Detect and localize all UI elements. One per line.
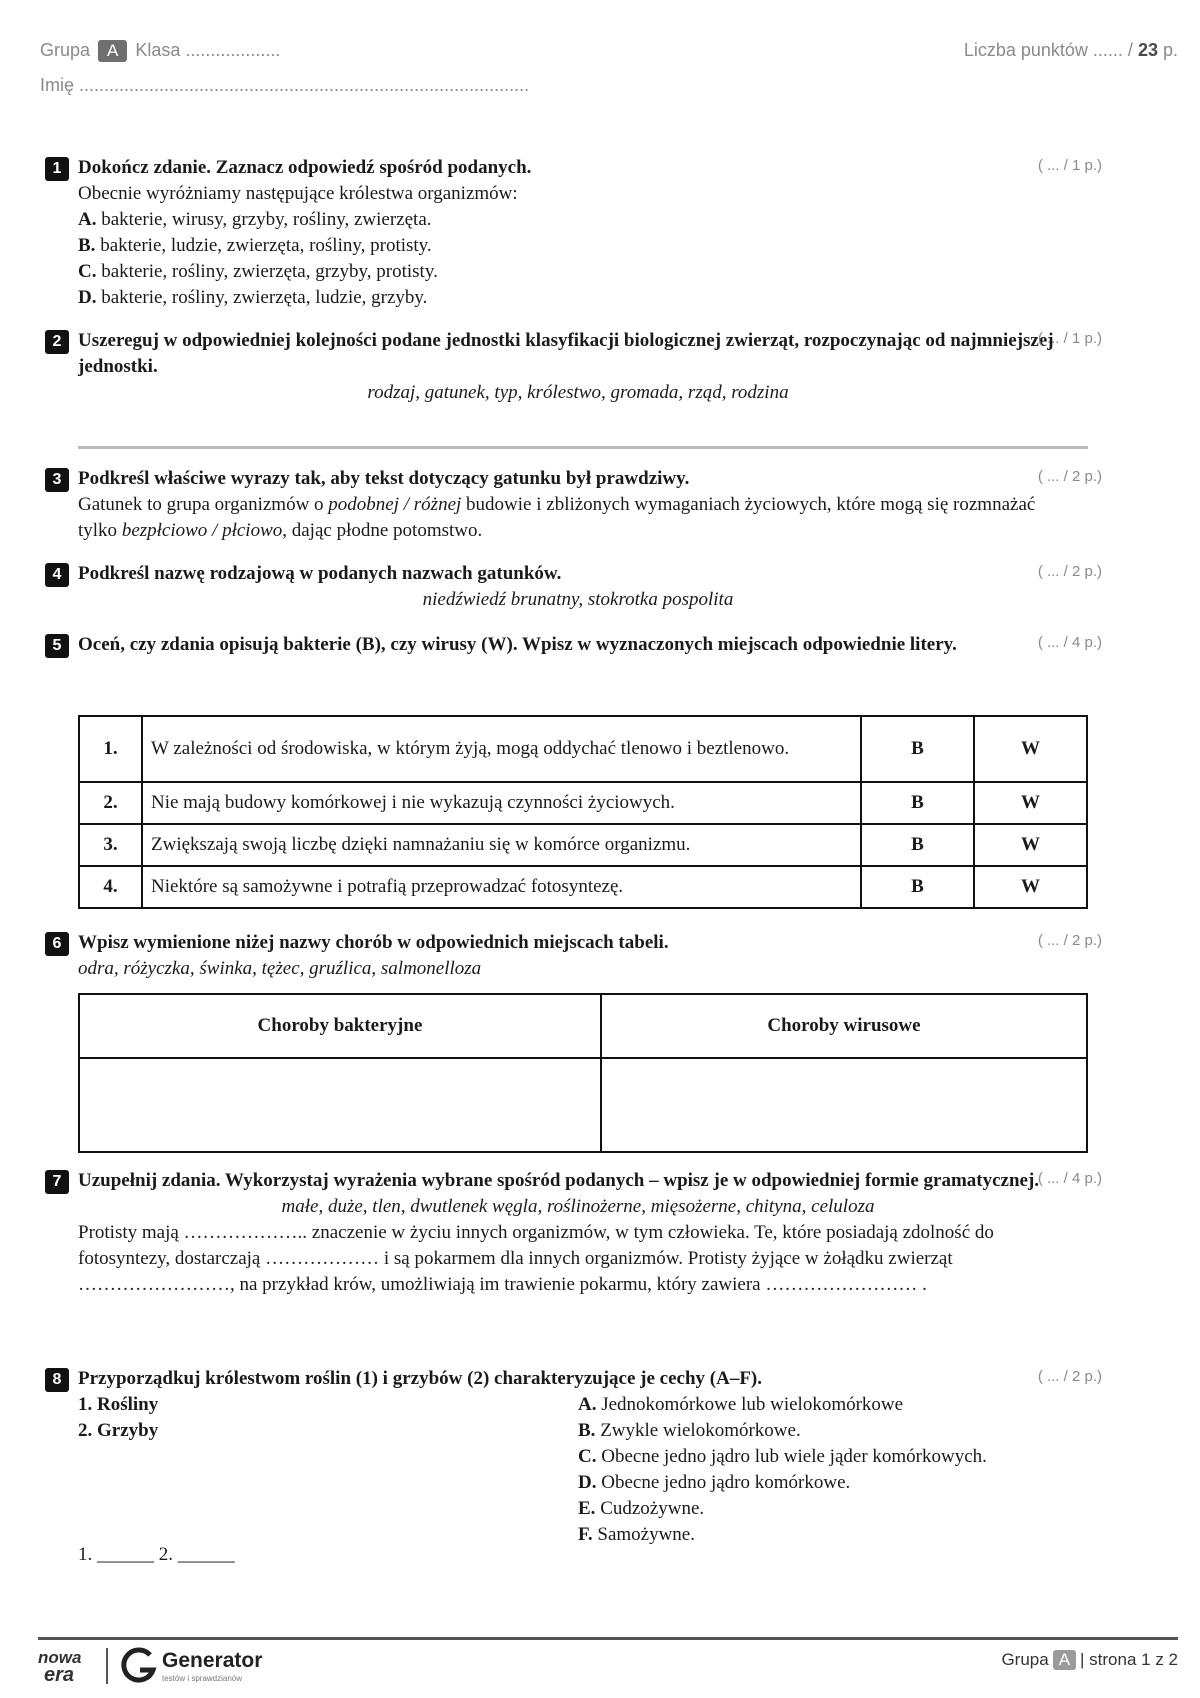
question-number: 4 [45, 563, 69, 587]
question-number: 5 [45, 634, 69, 658]
answer-b[interactable]: B [861, 782, 974, 824]
feature-c: C. Obecne jedno jądro lub wiele jąder komórkowych. [578, 1446, 987, 1467]
kingdom-fungi: 2. Grzyby [78, 1420, 159, 1441]
question-2 [45, 328, 1102, 406]
question-number: 3 [45, 468, 69, 492]
choice-2[interactable]: bezpłciowo / płciowo [121, 520, 283, 541]
class-field[interactable]: Klasa ................... [135, 40, 281, 60]
nowa-era-logo: nowa era [38, 1648, 82, 1686]
row-statement: Zwiększają swoją liczbę dzięki namnażaniu się w komórce organizmu. [142, 824, 861, 866]
row-number: 3. [79, 824, 142, 866]
group-badge: A [98, 40, 127, 62]
question-title: Podkreśl nazwę rodzajową w podanych nazwach gatunków. [78, 563, 562, 584]
row-statement: Nie mają budowy komórkowej i nie wykazują czynności życiowych. [142, 782, 861, 824]
column-header-bacterial: Choroby bakteryjne [79, 994, 601, 1058]
points-unit: p. [1162, 40, 1178, 60]
logo-divider [106, 1648, 108, 1684]
question-points: ( ... / 1 p.) [1037, 330, 1102, 347]
question-points: ( ... / 2 p.) [1037, 468, 1102, 485]
feature-a: A. Jednokomórkowe lub wielokomórkowe [578, 1394, 904, 1415]
question-title: Uzupełnij zdania. Wykorzystaj wyrażenia wybrane spośród podanych – wpisz je w odpowiedniej formie gramatycznej. [78, 1170, 1040, 1191]
question-points: ( ... / 2 p.) [1037, 1368, 1102, 1385]
table-row [79, 782, 1087, 824]
points-label: Liczba punktów ...... / [963, 40, 1133, 60]
generator-g-icon [120, 1646, 158, 1686]
question-title: Wpisz wymienione niżej nazwy chorób w odpowiednich miejscach tabeli. [78, 932, 669, 953]
answer-w[interactable]: W [974, 782, 1087, 824]
question-points: ( ... / 1 p.) [1037, 157, 1102, 174]
choice-1[interactable]: podobnej / różnej [328, 494, 462, 515]
answer-w[interactable]: W [974, 716, 1087, 782]
question-points: ( ... / 2 p.) [1037, 932, 1102, 949]
matching-answer[interactable]: 1. ______ 2. ______ [78, 1544, 235, 1565]
option-b[interactable]: B. bakterie, ludzie, zwierzęta, rośliny, protisty. [78, 235, 432, 256]
question-6 [45, 930, 1102, 982]
question-number: 7 [45, 1170, 69, 1194]
option-c[interactable]: C. bakterie, rośliny, zwierzęta, grzyby, protisty. [78, 261, 438, 282]
group-class-line [40, 40, 280, 62]
column-header-viral: Choroby wirusowe [601, 994, 1087, 1058]
bacterial-answer-cell[interactable] [79, 1058, 601, 1152]
group-label: Grupa [40, 40, 91, 60]
page-indicator: Grupa A | strona 1 z 2 [1001, 1650, 1178, 1669]
table-row [79, 716, 1087, 782]
species-names[interactable]: niedźwiedź brunatny, stokrotka pospolita [422, 589, 734, 610]
question-number: 8 [45, 1368, 69, 1392]
feature-d: D. Obecne jedno jądro komórkowe. [578, 1472, 851, 1493]
table-row [79, 824, 1087, 866]
row-number: 1. [79, 716, 142, 782]
answer-w[interactable]: W [974, 866, 1087, 908]
question-1 [45, 155, 1102, 311]
question-number: 1 [45, 157, 69, 181]
feature-e: E. Cudzożywne. [578, 1498, 705, 1519]
disease-table [78, 993, 1088, 1153]
question-title: Dokończ zdanie. Zaznacz odpowiedź spośród podanych. [78, 157, 532, 178]
word-bank: odra, różyczka, świnka, tężec, gruźlica, salmonelloza [78, 958, 482, 979]
question-number: 2 [45, 330, 69, 354]
question-number: 6 [45, 932, 69, 956]
table-row [79, 866, 1087, 908]
bacteria-virus-table [78, 715, 1088, 909]
word-bank: małe, duże, tlen, dwutlenek węgla, roślinożerne, mięsożerne, chityna, celuloza [281, 1196, 875, 1217]
row-statement: W zależności od środowiska, w którym żyją, mogą oddychać tlenowo i beztlenowo. [142, 716, 861, 782]
answer-line[interactable] [78, 446, 1088, 449]
question-5 [45, 632, 1102, 658]
question-title: Podkreśl właściwe wyrazy tak, aby tekst dotyczący gatunku był prawdziwy. [78, 468, 690, 489]
answer-b[interactable]: B [861, 716, 974, 782]
points-total [964, 40, 1178, 61]
table-row [79, 1058, 1087, 1152]
answer-w[interactable]: W [974, 824, 1087, 866]
viral-answer-cell[interactable] [601, 1058, 1087, 1152]
fill-in-text[interactable]: Protisty mają ……………….. znaczenie w życiu innych organizmów, w tym człowieka. Te, które posiadają zdolność do fotosyntezy, dostarczają ……………… i są pokarmem dla innych organizmów. Protisty żyjące w żołądku zwierząt ……………………, na przykład krów, umożliwiają im trawienie pokarmu, który zawiera …………………… . [78, 1222, 994, 1295]
question-3 [45, 466, 1102, 544]
question-title: Uszereguj w odpowiedniej kolejności podane jednostki klasyfikacji biologicznej zwierząt, rozpoczynając od najmniejszej jednostki. [78, 330, 1054, 377]
kingdom-plants: 1. Rośliny [78, 1394, 159, 1415]
word-bank: rodzaj, gatunek, typ, królestwo, gromada, rząd, rodzina [367, 382, 789, 403]
option-d[interactable]: D. bakterie, rośliny, zwierzęta, ludzie, grzyby. [78, 287, 428, 308]
question-points: ( ... / 4 p.) [1037, 634, 1102, 651]
group-badge: A [1053, 1650, 1076, 1670]
question-4 [45, 561, 1102, 613]
answer-b[interactable]: B [861, 824, 974, 866]
question-points: ( ... / 2 p.) [1037, 563, 1102, 580]
question-title: Oceń, czy zdania opisują bakterie (B), czy wirusy (W). Wpisz w wyznaczonych miejscach odpowiednie litery. [78, 634, 957, 655]
feature-f: F. Samożywne. [578, 1524, 695, 1545]
feature-list [578, 1392, 987, 1548]
points-total-value: 23 [1137, 40, 1158, 60]
row-number: 2. [79, 782, 142, 824]
name-field[interactable]: Imię .......................................................................................... [40, 75, 530, 95]
feature-b: B. Zwykle wielokomórkowe. [578, 1420, 801, 1441]
question-title: Przyporządkuj królestwom roślin (1) i grzybów (2) charakteryzujące je cechy (A–F). [78, 1368, 763, 1389]
question-7 [45, 1168, 1102, 1298]
page-number: | strona 1 z 2 [1080, 1650, 1178, 1669]
question-points: ( ... / 4 p.) [1037, 1170, 1102, 1187]
option-a[interactable]: A. bakterie, wirusy, grzyby, rośliny, zwierzęta. [78, 209, 432, 230]
footer-divider [38, 1637, 1178, 1640]
question-text: Gatunek to grupa organizmów o podobnej / różnej budowie i zbliżonych wymaganiach życiowych, które mogą się rozmnażać tylko bezpłciowo / płciowo, dając płodne potomstwo. [78, 494, 1036, 541]
question-stem: Obecnie wyróżniamy następujące królestwa organizmów: [78, 183, 518, 204]
question-8 [45, 1366, 1102, 1566]
table-header-row [79, 994, 1087, 1058]
row-number: 4. [79, 866, 142, 908]
row-statement: Niektóre są samożywne i potrafią przeprowadzać fotosyntezę. [142, 866, 861, 908]
answer-b[interactable]: B [861, 866, 974, 908]
